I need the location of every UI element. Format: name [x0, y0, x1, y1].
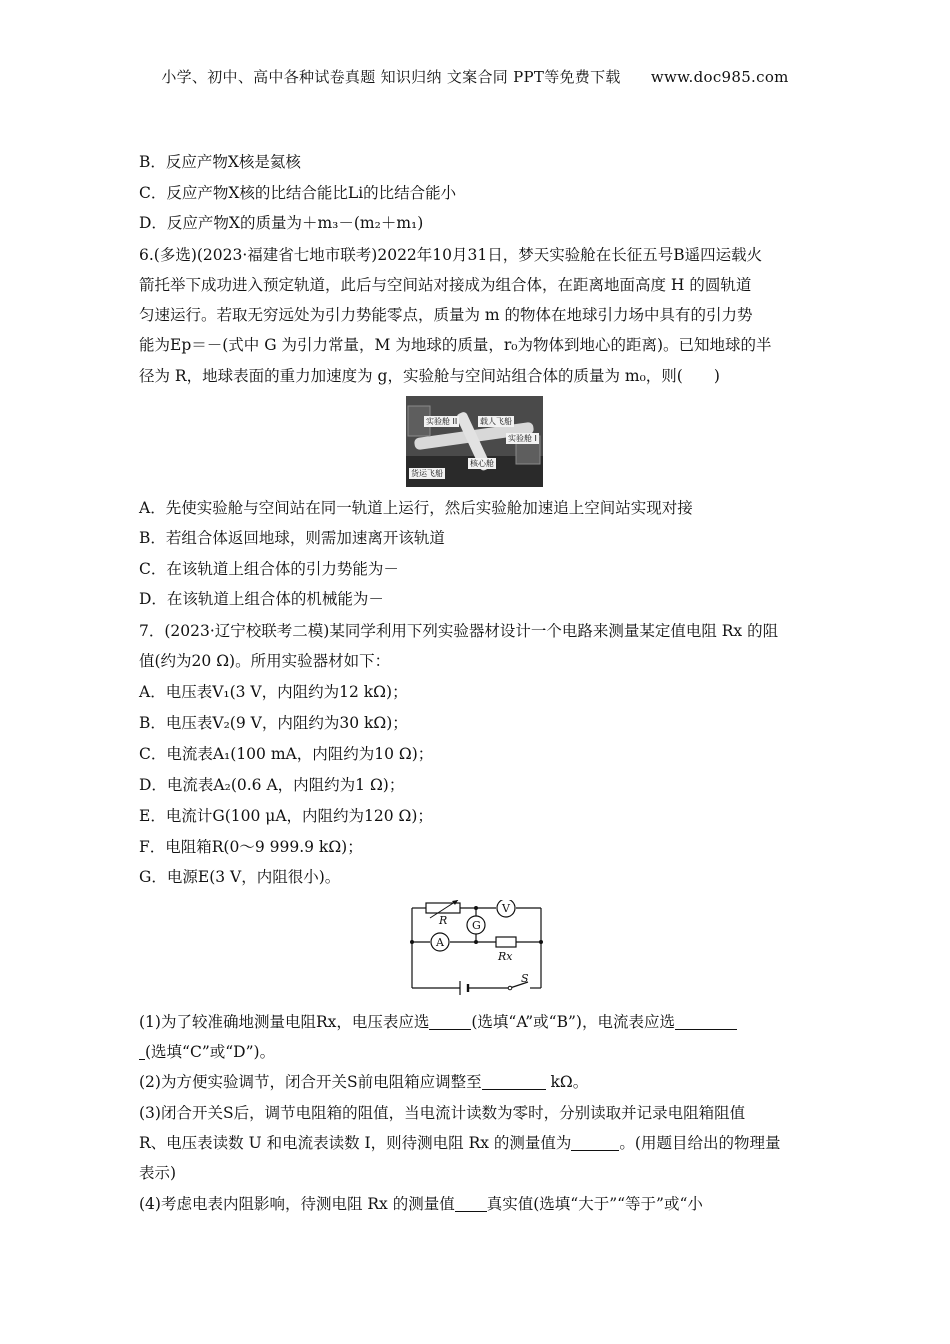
circuit-diagram — [400, 900, 550, 996]
q6-line-1: 6.(多选)(2023·福建省七地市联考)2022年10月31日，梦天实验舱在长征五号B遥四运载火 — [139, 246, 763, 264]
q7-sub3-text-b: 。(用题目给出的物理量 — [619, 1134, 781, 1152]
q5-option-d-prefix: D．反应产物X的质量为＋ — [139, 214, 318, 232]
label-s: S — [521, 972, 529, 985]
label-v: V — [502, 902, 510, 915]
q7-sub3-text-a: R、电压表读数 U 和电流表读数 I，则待测电阻 Rx 的测量值为 — [139, 1134, 572, 1152]
photo-label-core-module: 核心舱 — [470, 459, 494, 468]
rx-resistor-symbol — [496, 937, 516, 947]
q5-option-d — [139, 213, 423, 233]
q5-option-d-expr: m₃－(m₂＋m₁) — [317, 214, 424, 232]
photo-label-module-2: 实验舱 II — [426, 417, 458, 426]
q7-sub4-blank[interactable] — [455, 1195, 487, 1212]
q7-sub1-line1 — [139, 1012, 737, 1032]
q7-sub2-blank[interactable] — [482, 1073, 546, 1090]
q7-sub2-text-a: (2)为方便实验调节，闭合开关S前电阻箱应调整至 — [139, 1073, 482, 1091]
q7-sub2-line — [139, 1072, 588, 1092]
space-station-photo — [406, 396, 543, 487]
header-url: www.doc985.com — [650, 68, 789, 86]
photo-label-crew-ship: 载人飞船 — [480, 417, 512, 426]
q6-line-3: 匀速运行。若取无穷远处为引力势能零点，质量为 m 的物体在地球引力场中具有的引力势 — [139, 306, 753, 324]
q7-sub3-line1: (3)闭合开关S后，调节电阻箱的阻值，当电流计读数为零时，分别读取并记录电阻箱阻值 — [139, 1104, 746, 1122]
q7-item-c: C．电流表A₁(100 mA，内阻约为10 Ω)； — [139, 745, 434, 763]
q7-sub1-blank-voltmeter[interactable] — [429, 1013, 471, 1030]
q7-item-a: A．电压表V₁(3 V，内阻约为12 kΩ)； — [139, 683, 408, 701]
q7-sub3-line2 — [139, 1133, 780, 1153]
q7-line-1: 7．(2023·辽宁校联考二模)某同学利用下列实验器材设计一个电路来测量某定值电阻 Rx 的阻 — [139, 622, 779, 640]
q7-sub4-text-a: (4)考虑电表内阻影响，待测电阻 Rx 的测量值 — [139, 1195, 455, 1213]
q7-item-b: B．电压表V₂(9 V，内阻约为30 kΩ)； — [139, 714, 408, 732]
q5-option-b: B．反应产物X核是氦核 — [139, 153, 301, 171]
q7-sub3-blank[interactable] — [571, 1134, 619, 1151]
q7-item-e: E．电流计G(100 μA，内阻约为120 Ω)； — [139, 807, 433, 825]
q7-sub1-text-c: (选填“C”或“D”)。 — [145, 1043, 276, 1061]
q6-line-2: 箭托举下成功进入预定轨道，此后与空间站对接成为组合体，在距离地面高度 H 的圆轨道 — [139, 276, 752, 294]
q6-option-b: B．若组合体返回地球，则需加速离开该轨道 — [139, 529, 445, 547]
q6-option-c: C．在该轨道上组合体的引力势能为－ — [139, 560, 399, 578]
q7-line-2: 值(约为20 Ω)。所用实验器材如下： — [139, 652, 391, 670]
q6-line-4: 能为Ep＝－(式中 G 为引力常量，M 为地球的质量，r₀为物体到地心的距离)。已知地球的半 — [139, 336, 772, 354]
q7-sub3-line3: 表示) — [139, 1164, 177, 1182]
q7-sub4-line — [139, 1194, 703, 1214]
q5-option-c: C．反应产物X核的比结合能比Li的比结合能小 — [139, 184, 457, 202]
page-header — [0, 66, 950, 87]
label-g: G — [472, 919, 481, 932]
q6-option-d: D．在该轨道上组合体的机械能为－ — [139, 590, 384, 608]
photo-label-module-1: 实验舱 I — [508, 434, 537, 443]
q7-sub1-line2 — [139, 1042, 275, 1062]
q6-option-a: A．先使实验舱与空间站在同一轨道上运行，然后实验舱加速追上空间站实现对接 — [139, 499, 693, 517]
label-a: A — [436, 936, 444, 949]
label-r: R — [439, 914, 448, 927]
q7-sub1-text-b: (选填“A”或“B”)，电流表应选 — [471, 1013, 675, 1031]
q7-item-d: D．电流表A₂(0.6 A，内阻约为1 Ω)； — [139, 776, 405, 794]
q7-item-f: F．电阻箱R(0～9 999.9 kΩ)； — [139, 838, 363, 856]
q7-sub2-text-b: kΩ。 — [545, 1073, 589, 1091]
q7-sub1-text-a: (1)为了较准确地测量电阻Rx，电压表应选 — [139, 1013, 430, 1031]
photo-label-cargo-ship: 货运飞船 — [411, 469, 443, 478]
q6-line-5: 径为 R，地球表面的重力加速度为 g，实验舱与空间站组合体的质量为 m₀，则( ) — [139, 367, 720, 385]
label-rx: Rx — [498, 950, 513, 963]
header-left-text: 小学、初中、高中各种试卷真题 知识归纳 文案合同 PPT等免费下载 — [161, 68, 621, 86]
q7-item-g: G．电源E(3 V，内阻很小)。 — [139, 868, 341, 886]
q7-sub4-text-b: 真实值(选填“大于”“等于”或“小 — [486, 1195, 703, 1213]
q7-sub1-blank-ammeter[interactable] — [675, 1013, 737, 1030]
